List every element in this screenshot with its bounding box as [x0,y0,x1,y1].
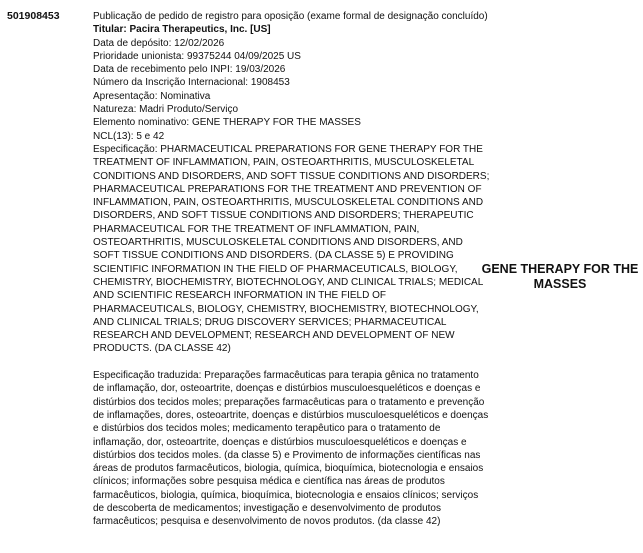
translated-specification-line: de inflamações, dores, osteoartrite, doenças e distúrbios musculoesqueléticos e doenças [93,409,489,421]
priority: Prioridade unionista: 99375244 04/09/2025 US [93,50,301,62]
translated-specification-line: farmacêuticos, biologia, química, bioquímica, biotecnologia e ensaios clínicos; serviços [93,489,479,501]
mark-name [480,262,640,292]
mark-name-line: MASSES [533,277,587,291]
publication-title: Publicação de pedido de registro para oposição (exame formal de designação concluído) [93,11,488,22]
specification-line: AND CLINICAL TRIALS; DRUG DISCOVERY SERVICES; PHARMACEUTICAL [93,316,447,328]
specification-line: CHEMISTRY, BIOCHEMISTRY, BIOTECHNOLOGY, AND CLINICAL TRIALS; MEDICAL [93,276,484,288]
specification-line: Especificação: PHARMACEUTICAL PREPARATIONS FOR GENE THERAPY FOR THE [93,143,483,155]
registration-details [93,10,488,529]
specification-line: TREATMENT OF INFLAMMATION, PAIN, OSTEOARTHRITIS, MUSCULOSKELETAL [93,157,475,169]
section-spacer [93,356,488,369]
presentation: Apresentação: Nominativa [93,90,211,102]
translated-specification [93,369,488,529]
nominative-element: Elemento nominativo: GENE THERAPY FOR THE MASSES [93,117,361,129]
intl-registration-number: Número da Inscrição Internacional: 1908453 [93,77,290,89]
specification-line: CONDITIONS AND DISORDERS, AND SOFT TISSUE CONDITIONS AND DISORDERS; [93,170,490,182]
translated-specification-line: distúrbios dos tecidos moles; preparações farmacêuticas para o tratamento e prevenção [93,396,485,408]
deposit-date: Data de depósito: 12/02/2026 [93,37,225,49]
ncl-classes: NCL(13): 5 e 42 [93,130,165,142]
nature: Natureza: Madri Produto/Serviço [93,104,239,116]
mark-name-line: GENE THERAPY FOR THE [481,262,639,276]
specification-line: PRODUCTS. (DA CLASSE 42) [93,343,231,355]
specification-line: INFLAMMATION, PAIN, OSTEOARTHRITIS, MUSCULOSKELETAL CONDITIONS AND [93,197,484,209]
translated-specification-line: de inflamação, dor, osteoartrite, doenças e distúrbios musculoesqueléticos e doenças e [93,383,481,395]
translated-specification-line: Especificação traduzida: Preparações farmacêuticas para terapia gênica no tratamento [93,370,479,382]
specification-line: RESEARCH AND DEVELOPMENT; RESEARCH AND DEVELOPMENT OF NEW [93,330,455,342]
translated-specification-line: e distúrbios dos tecidos moles; medicamento terapêutico para o tratamento de [93,423,441,435]
specification-line: PHARMACEUTICAL FOR THE TREATMENT OF INFLAMMATION, PAIN, [93,223,420,235]
translated-specification-line: áreas de produtos farmacêuticos, biologia, química, bioquímica, biotecnologia e ensaios [93,463,484,475]
specification-line: DISORDERS, AND SOFT TISSUE CONDITIONS AND DISORDERS; THERAPEUTIC [93,210,474,222]
specification-line: AND SCIENTIFIC RESEARCH INFORMATION IN THE FIELD OF [93,290,386,302]
process-number: 501908453 [7,10,60,22]
titular: Titular: Pacira Therapeutics, Inc. [US] [93,24,271,36]
receipt-date: Data de recebimento pelo INPI: 19/03/2026 [93,64,286,76]
translated-specification-line: clínicos; informações sobre pesquisa médica e científica nas áreas de produtos [93,476,445,488]
specification-line: OSTEOARTHRITIS, MUSCULOSKELETAL CONDITIONS AND DISORDERS, AND [93,237,463,249]
specification-line: PHARMACEUTICAL PREPARATIONS FOR THE TREATMENT AND PREVENTION OF [93,183,482,195]
specification-line: SOFT TISSUE CONDITIONS AND DISORDERS. (DA CLASSE 5) E PROVIDING [93,250,454,262]
translated-specification-line: farmacêuticos; pesquisa e desenvolvimento de novos produtos. (da classe 42) [93,516,441,528]
translated-specification-line: de descoberta de medicamentos; investigação e desenvolvimento de produtos [93,502,441,514]
translated-specification-line: distúrbios dos tecidos moles. (da classe 5) e Provimento de informações científicas nas [93,449,481,461]
translated-specification-line: inflamação, dor, osteoartrite, doenças e distúrbios musculoesqueléticos e doenças e [93,436,467,448]
specification-line: SCIENTIFIC INFORMATION IN THE FIELD OF PHARMACEUTICALS, BIOLOGY, [93,263,458,275]
specification [93,143,488,356]
specification-line: PHARMACEUTICALS, BIOLOGY, CHEMISTRY, BIOCHEMISTRY, BIOTECHNOLOGY, [93,303,479,315]
